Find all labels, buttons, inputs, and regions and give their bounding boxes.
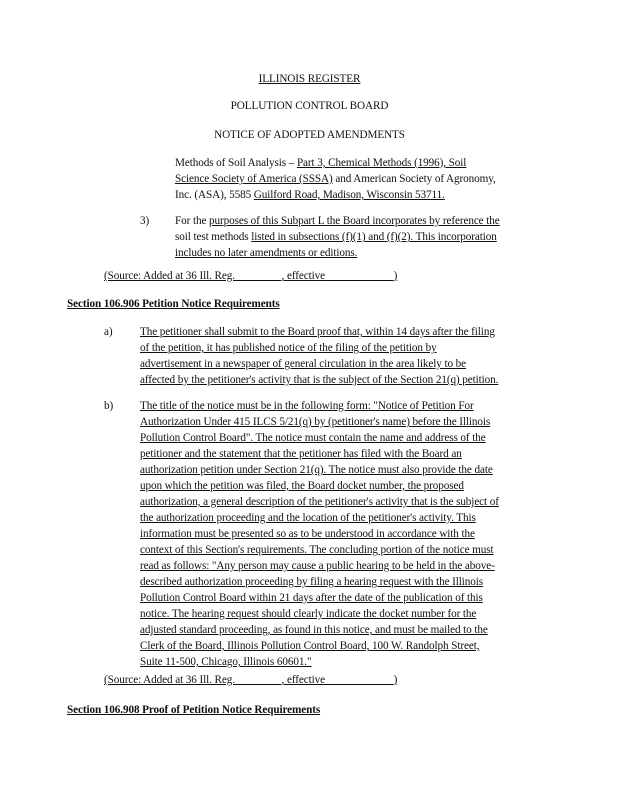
subsection-b-line: read as follows: "Any person may cause a public hearing to be held in the above- <box>140 560 495 572</box>
subsection-b-line: authorization, a general description of the petitioner's activity that is the subject of <box>140 496 499 508</box>
board-title: POLLUTION CONTROL BOARD <box>230 100 389 112</box>
section-906-heading: Section 106.906 Petition Notice Requirements <box>67 298 280 310</box>
subsection-a-line: affected by the petitioner's activity that is the subject of the Section 21(q) petition. <box>140 374 499 386</box>
item-3-line-1: For the purposes of this Subpart L the Board incorporates by reference the <box>175 215 500 227</box>
subsection-a-label: a) <box>104 326 113 338</box>
item-3-line-2: soil test methods listed in subsections (f)(1) and (f)(2). This incorporation <box>175 231 497 243</box>
reference-line-3: Inc. (ASA), 5585 Guilford Road, Madison, Wisconsin 53711. <box>175 189 445 201</box>
notice-title: NOTICE OF ADOPTED AMENDMENTS <box>214 129 405 141</box>
reference-line-2: Science Society of America (SSSA) and American Society of Agronomy, <box>175 173 496 185</box>
subsection-b-line: The title of the notice must be in the following form: "Notice of Petition For <box>140 400 474 412</box>
subsection-a-line: advertisement in a newspaper of general circulation in the area likely to be <box>140 358 467 370</box>
subsection-a-line: of the petition, it has published notice of the filing of the petition by <box>140 342 437 354</box>
reference-line-1: Methods of Soil Analysis – Part 3, Chemical Methods (1996), Soil <box>175 157 467 169</box>
subsection-b-line: Clerk of the Board, Illinois Pollution Control Board, 100 W. Randolph Street, <box>140 640 480 652</box>
subsection-b-line: notice. The hearing request should clearly indicate the docket number for the <box>140 608 477 620</box>
subsection-b-line: described authorization proceeding by filing a hearing request with the Illinois <box>140 576 484 588</box>
subsection-b-line: petitioner and the statement that the petitioner has filed with the Board an <box>140 448 462 460</box>
subsection-b-line: Pollution Control Board". The notice must contain the name and address of the <box>140 432 486 444</box>
subsection-a-line: The petitioner shall submit to the Board proof that, within 14 days after the filing <box>140 326 495 338</box>
item-3-label: 3) <box>140 215 150 227</box>
subsection-b-line: context of this Section's requirements. The concluding portion of the notice must <box>140 544 494 556</box>
subsection-b-line: the authorization proceeding and the location of the petitioner's activity. This <box>140 512 476 524</box>
item-3-line-3: includes no later amendments or editions. <box>175 247 358 259</box>
source-note-2: (Source: Added at 36 Ill. Reg. ________, effective ____________) <box>104 674 398 686</box>
subsection-b-line: upon which the petition was filed, the Board docket number, the proposed <box>140 480 464 492</box>
subsection-b-line: adjusted standard proceeding, as found in this notice, and must be mailed to the <box>140 624 488 636</box>
section-908-heading: Section 106.908 Proof of Petition Notice Requirements <box>67 704 321 716</box>
subsection-b-line: authorization petition under Section 21(q). The notice must also provide the date <box>140 464 493 476</box>
source-note-1: (Source: Added at 36 Ill. Reg. ________, effective ____________) <box>104 270 398 282</box>
subsection-b-line: Suite 11-500, Chicago, Illinois 60601." <box>140 656 312 668</box>
subsection-b-label: b) <box>104 400 114 412</box>
subsection-b-line: Authorization Under 415 ILCS 5/21(q) by (petitioner's name) before the Illinois <box>140 416 491 428</box>
register-title: ILLINOIS REGISTER <box>258 73 361 85</box>
subsection-b-line: Pollution Control Board within 21 days after the date of the publication of this <box>140 592 483 604</box>
subsection-b-line: information must be presented so as to be understood in accordance with the <box>140 528 475 540</box>
